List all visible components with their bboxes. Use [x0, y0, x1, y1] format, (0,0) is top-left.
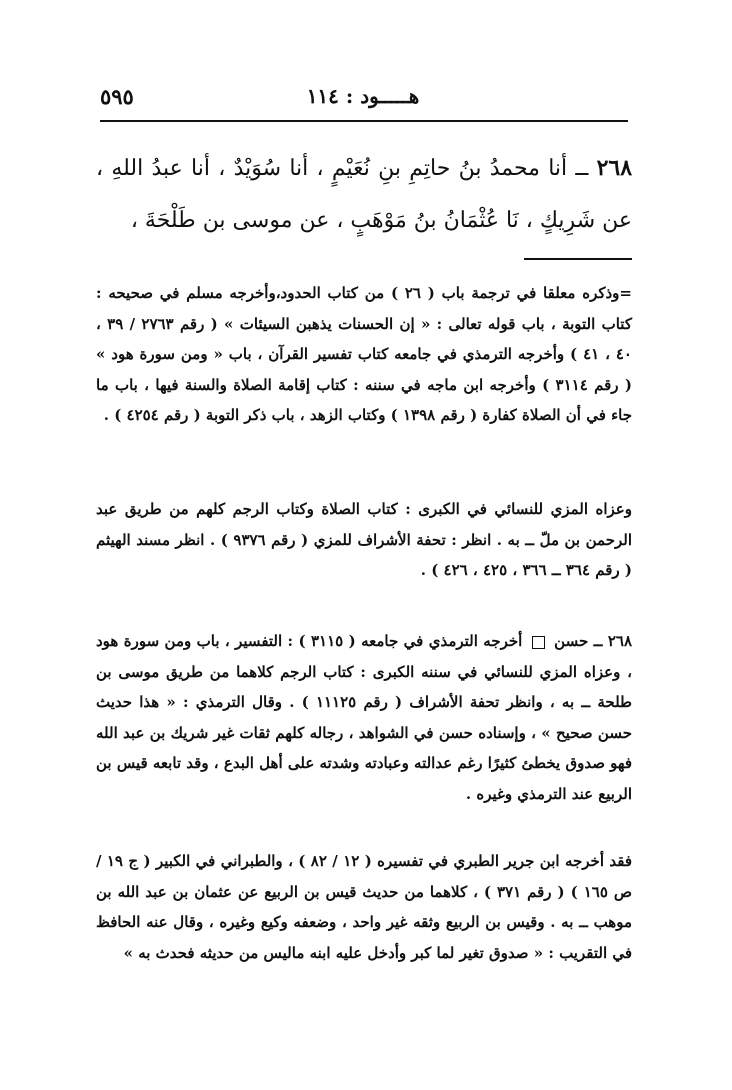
footnote-hadith-268 [96, 626, 632, 809]
running-head [100, 84, 626, 114]
footnote-hadith-number: ٢٦٨ [607, 632, 632, 650]
footnote-mizzi [96, 494, 632, 586]
hadith-text [96, 142, 632, 247]
footnote-tabari-text: فقد أخرجه ابن جرير الطبري في تفسيره ( ١٢ / ٨٢ ) ، والطبراني في الكبير ( ج ١٩ / ص ١٦٥ ) ( رقم ٣٧١ ) ، كلاهما من حديث قيس بن الربيع عن عثمان بن عبد الله بن موهب ــ به . وقيس بن الربيع وثقه غير واحد ، وضعفه وكيع وغيره ، وقال عنه الحافظ في التقريب : « صدوق تغير لما كبر وأدخل عليه ابنه ماليس من حديثه فحدث به » [96, 852, 633, 962]
footnote-mizzi-text: وعزاه المزي للنسائي في الكبرى : كتاب الصلاة وكتاب الرجم كلهم من طريق عبد الرحمن بن ملّ ــ به . انظر : تحفة الأشراف للمزي ( رقم ٩٣٧٦ ) . انظر مسند الهيثم ( رقم ٣٦٤ ــ ٣٦٦ ، ٤٢٥ ، ٤٢٦ ) . [96, 500, 633, 579]
footnote-continued [96, 278, 632, 431]
square-box-icon [532, 636, 545, 649]
header-rule [100, 120, 628, 122]
hadith-number: ٢٦٨ [596, 155, 633, 181]
footnote-tabari [96, 846, 632, 968]
hadith-grade: ــ حسن [554, 632, 603, 650]
page-number: ٥٩٥ [100, 84, 134, 109]
hadith-isnad: ــ أنا محمدُ بنُ حاتِمِ بنِ نُعَيْمٍ ، أنا سُوَيْدٌ ، أنا عبدُ اللهِ ، عن شَرِيكٍ ، نَا عُثْمَانُ بنُ مَوْهَبٍ ، عن موسى بن طَلْحَةَ ، [96, 156, 632, 233]
footnote-continued-text: =وذكره معلقا في ترجمة باب ( ٢٦ ) من كتاب الحدود،وأخرجه مسلم في صحيحه : كتاب التوبة ، باب قوله تعالى : « إن الحسنات يذهبن السيئات » ( رقم ٢٧٦٣ / ٣٩ ، ٤٠ ، ٤١ ) وأخرجه الترمذي في جامعه كتاب تفسير القرآن ، باب « ومن سورة هود » ( رقم ٣١١٤ ) وأخرجه ابن ماجه في سننه : كتاب إقامة الصلاة والسنة فيها ، باب ما جاء في أن الصلاة كفارة ( رقم ١٣٩٨ ) وكتاب الزهد ، باب ذكر التوبة ( رقم ٤٢٥٤ ) . [96, 284, 632, 424]
footnote-separator [524, 258, 632, 260]
chapter-title: هـــــود : ١١٤ [306, 84, 420, 108]
footnote-hadith-text: أخرجه الترمذي في جامعه ( ٣١١٥ ) : التفسير ، باب ومن سورة هود ، وعزاه المزي للنسائي في سننه الكبرى : كتاب الرجم كلاهما من طريق موسى بن طلحة ــ به ، وانظر تحفة الأشراف ( رقم ١١١٢٥ ) . وقال الترمذي : « هذا حديث حسن صحيح » ، وإسناده حسن في الشواهد ، رجاله كلهم ثقات غير شريك بن عبد الله فهو صدوق يخطئ كثيرًا رغم عدالته وعبادته وشدته على أهل البدع ، وقد تابعه قيس بن الربيع عند الترمذي وغيره . [96, 632, 632, 803]
